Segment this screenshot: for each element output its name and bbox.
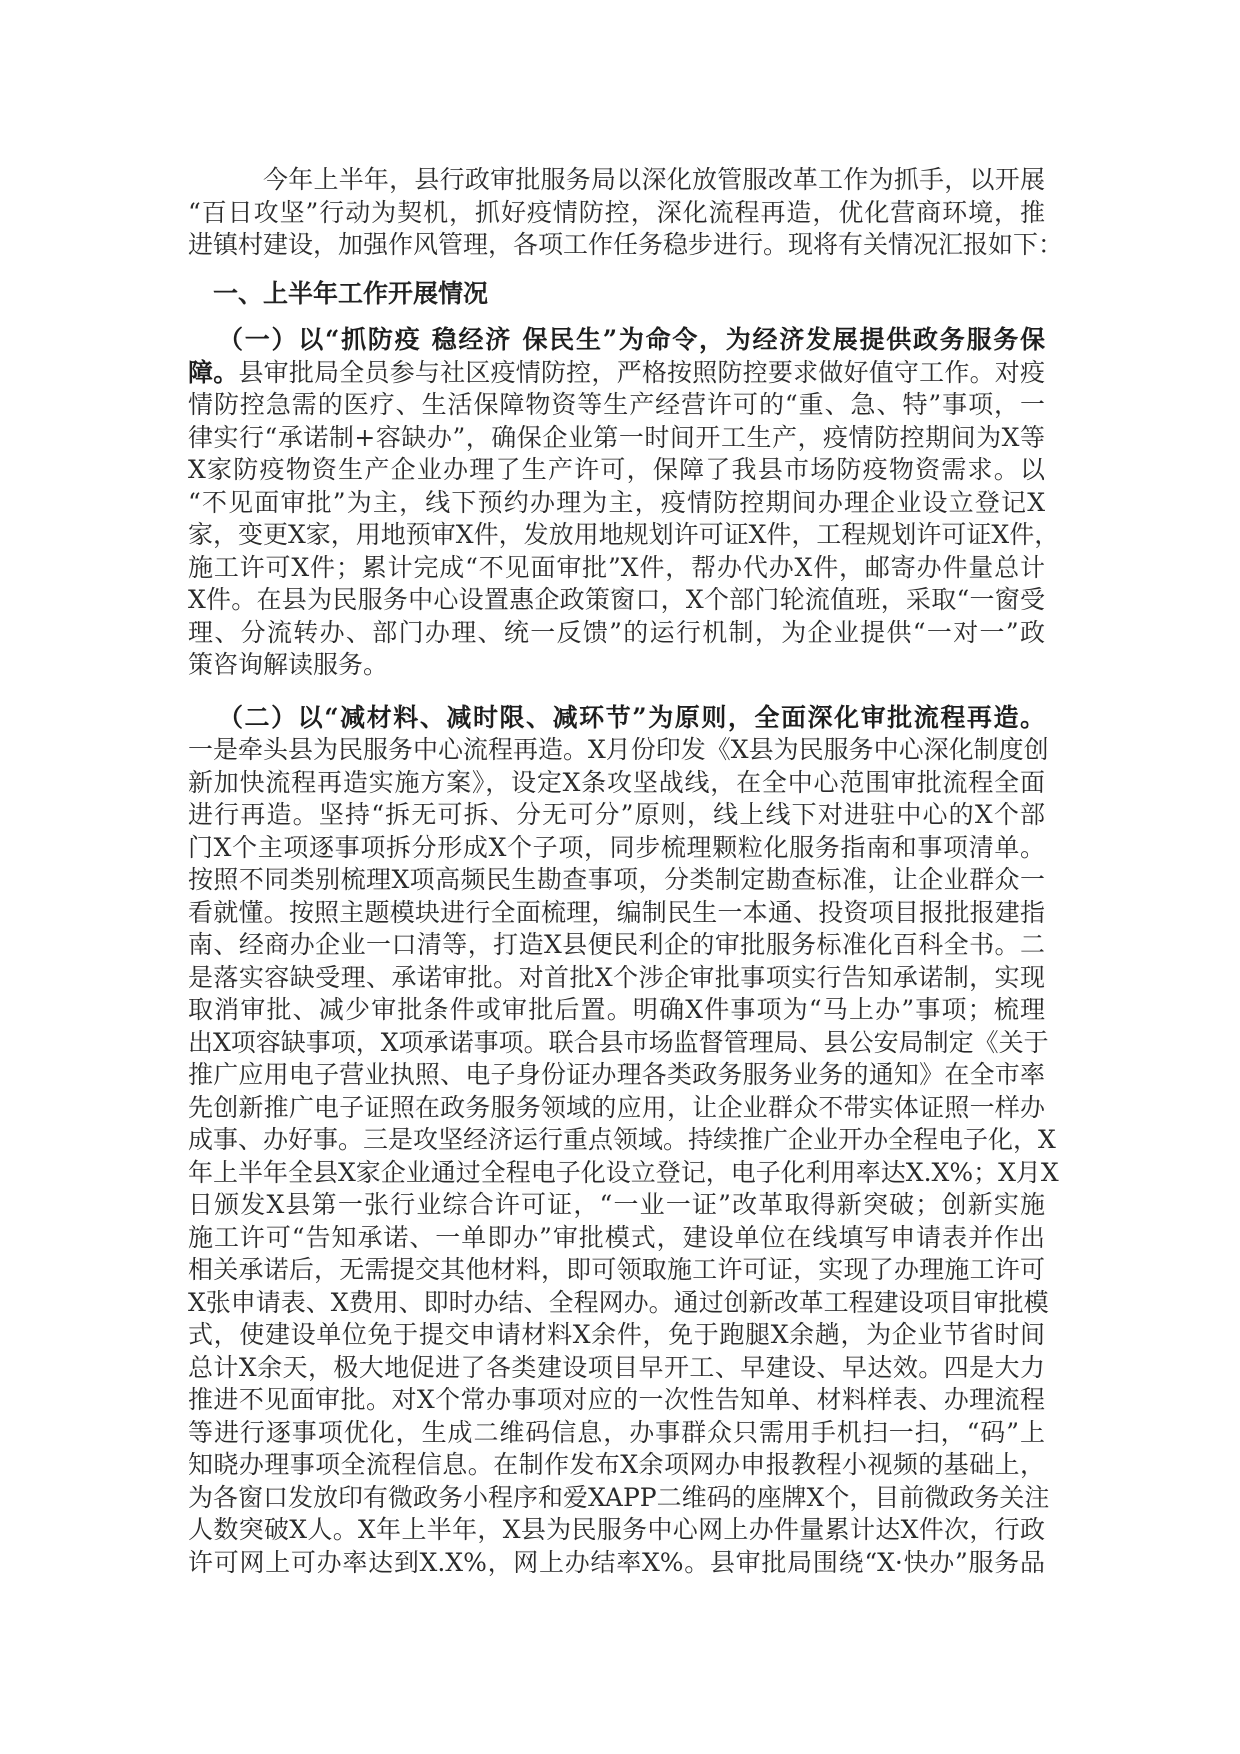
text-line (188, 1059, 1045, 1092)
bold-lead-text: （二）以“减材料、减时限、减环节”为原则，全面深化审批流程再造。 (218, 702, 1045, 732)
text-line (188, 799, 1045, 832)
text-line (188, 1157, 1059, 1190)
body-text: 策咨询解读服务。 (188, 650, 389, 679)
body-text: 推进不见面审批。对X个常办事项对应的一次性告知单、材料样表、办理流程 (188, 1385, 1045, 1414)
body-text: 式，使建设单位免于提交申请材料X余件，免于跑腿X余趟，为企业节省时间 (188, 1320, 1045, 1349)
body-text: 施工许可“告知承诺、一单即办”审批模式，建设单位在线填写申请表并作出 (188, 1222, 1045, 1252)
body-text: X件。在县为民服务中心设置惠企政策窗口，X个部门轮流值班，采取“一窗受 (188, 585, 1045, 614)
text-line (188, 422, 1045, 455)
body-text: 新加快流程再造实施方案》，设定X条攻坚战线，在全中心范围审批流程全面 (188, 767, 1045, 797)
text-line (188, 1027, 1049, 1060)
body-text: 知晓办理事项全流程信息。在制作发布X余项网办申报教程小视频的基础上， (188, 1450, 1045, 1479)
section-heading: 一、上半年工作开展情况 (213, 278, 489, 308)
body-text: 人数突破X人。X年上半年，X县为民服务中心网上办件量累计达X件次，行政 (188, 1515, 1045, 1544)
body-text: 情防控急需的医疗、生活保障物资等生产经营许可的“重、急、特”事项，一 (188, 390, 1045, 419)
text-line (188, 1482, 1050, 1515)
text-line (188, 584, 1045, 617)
text-line (188, 649, 1045, 682)
text-line (188, 1417, 1045, 1450)
text-line (188, 929, 1045, 962)
body-text: 一是牵头县为民服务中心流程再造。X月份印发《X县为民服务中心深化制度创 (188, 735, 1049, 764)
text-line (188, 617, 1045, 650)
text-line (188, 1319, 1045, 1352)
text-line (188, 487, 1045, 520)
text-line (188, 1092, 1045, 1125)
body-text: 进镇村建设，加强作风管理，各项工作任务稳步进行。现将有关情况汇报如下： (188, 230, 1064, 259)
body-text: 总计X余天，极大地促进了各类建设项目早开工、早建设、早达效。四是大力 (188, 1352, 1045, 1382)
text-line (188, 519, 1060, 552)
text-line (188, 1124, 1056, 1157)
body-text: 按照不同类别梳理X项高频民生勘查事项，分类制定勘查标准，让企业群众一 (188, 865, 1045, 894)
text-line (188, 734, 1049, 767)
text-line (188, 1189, 1045, 1222)
body-text: 取消审批、减少审批条件或审批后置。明确X件事项为“马上办”事项；梳理 (188, 995, 1045, 1024)
text-line (188, 1449, 1045, 1482)
text-line (188, 767, 1045, 800)
text-line (188, 994, 1045, 1027)
body-text: 等进行逐事项优化，生成二维码信息，办事群众只需用手机扫一扫，“码”上 (188, 1417, 1045, 1447)
paragraph-epidemic-services (188, 324, 1060, 682)
text-line (188, 1352, 1045, 1385)
body-text: 日颁发X县第一张行业综合许可证，“一业一证”改革取得新突破；创新实施 (188, 1190, 1045, 1219)
body-text: 成事、办好事。三是攻坚经济运行重点领域。持续推广企业开办全程电子化，X (188, 1125, 1056, 1154)
body-text: 许可网上可办率达到X.X%，网上办结率X%。县审批局围绕“X·快办”服务品 (188, 1547, 1045, 1577)
text-line (188, 897, 1045, 930)
bold-lead-text: （一）以“抓防疫 稳经济 保民生”为命令，为经济发展提供政务服务保 (218, 325, 1045, 354)
text-line (188, 1222, 1045, 1255)
body-text: 今年上半年，县行政审批服务局以深化放管服改革工作为抓手，以开展 (263, 165, 1045, 194)
bold-lead-text: 障。 (188, 357, 239, 387)
text-line (188, 357, 1045, 390)
intro-paragraph (188, 164, 1064, 262)
text-line (188, 1254, 1045, 1287)
body-text: 律实行“承诺制+容缺办”，确保企业第一时间开工生产，疫情防控期间为X等 (188, 422, 1045, 452)
body-text: X家防疫物资生产企业办理了生产许可，保障了我县市场防疫物资需求。以 (188, 455, 1045, 484)
body-text: 出X项容缺事项，X项承诺事项。联合县市场监督管理局、县公安局制定《关于 (188, 1027, 1049, 1057)
text-line (188, 864, 1045, 897)
text-line (188, 552, 1045, 585)
text-line (188, 962, 1045, 995)
text-line (188, 1547, 1045, 1580)
body-text: 县审批局全员参与社区疫情防控，严格按照防控要求做好值守工作。对疫 (238, 357, 1045, 387)
text-line (188, 197, 1045, 230)
body-text: 是落实容缺受理、承诺审批。对首批X个涉企审批事项实行告知承诺制，实现 (188, 962, 1045, 992)
body-text: 南、经商办企业一口清等，打造X县便民利企的审批服务标准化百科全书。二 (188, 930, 1045, 959)
text-line (188, 1514, 1045, 1547)
body-text: 理、分流转办、部门办理、统一反馈”的运行机制，为企业提供“一对一”政 (188, 617, 1045, 647)
text-line (188, 1287, 1049, 1320)
body-text: 家，变更X家，用地预审X件，发放用地规划许可证X件，工程规划许可证X件， (188, 520, 1060, 549)
body-text: “不见面审批”为主，线下预约办理为主，疫情防控期间办理企业设立登记X (188, 487, 1045, 517)
document-page (188, 164, 1064, 1579)
body-text: 年上半年全县X家企业通过全程电子化设立登记，电子化利用率达X.X%；X月X (188, 1157, 1059, 1187)
text-line (188, 164, 1045, 197)
text-line (188, 229, 1064, 262)
body-text: X张申请表、X费用、即时办结、全程网办。通过创新改革工程建设项目审批模 (188, 1287, 1049, 1317)
body-text: “百日攻坚”行动为契机，抓好疫情防控，深化流程再造，优化营商环境，推 (188, 197, 1045, 227)
body-text: 进行再造。坚持“拆无可拆、分无可分”原则，线上线下对进驻中心的X个部 (188, 800, 1045, 829)
body-text: 推广应用电子营业执照、电子身份证办理各类政务服务业务的通知》在全市率 (188, 1060, 1045, 1089)
body-text: 相关承诺后，无需提交其他材料，即可领取施工许可证，实现了办理施工许可 (188, 1255, 1045, 1284)
body-text: 看就懂。按照主题模块进行全面梳理，编制民生一本通、投资项目报批报建指 (188, 897, 1045, 927)
text-line (188, 1384, 1045, 1417)
body-text: 先创新推广电子证照在政务服务领域的应用，让企业群众不带实体证照一样办 (188, 1092, 1045, 1122)
body-text: 为各窗口发放印有微政务小程序和爱XAPP二维码的座牌X个，目前微政务关注 (188, 1482, 1050, 1512)
body-text: 施工许可X件；累计完成“不见面审批”X件，帮办代办X件，邮寄办件量总计 (188, 552, 1045, 582)
text-line (188, 324, 1045, 357)
text-line (188, 702, 1045, 735)
text-line (188, 454, 1045, 487)
text-line (188, 389, 1045, 422)
body-text: 门X个主项逐事项拆分形成X个子项，同步梳理颗粒化服务指南和事项清单。 (188, 832, 1045, 862)
text-line (188, 832, 1045, 865)
paragraph-process-reengineering (188, 702, 1059, 1580)
